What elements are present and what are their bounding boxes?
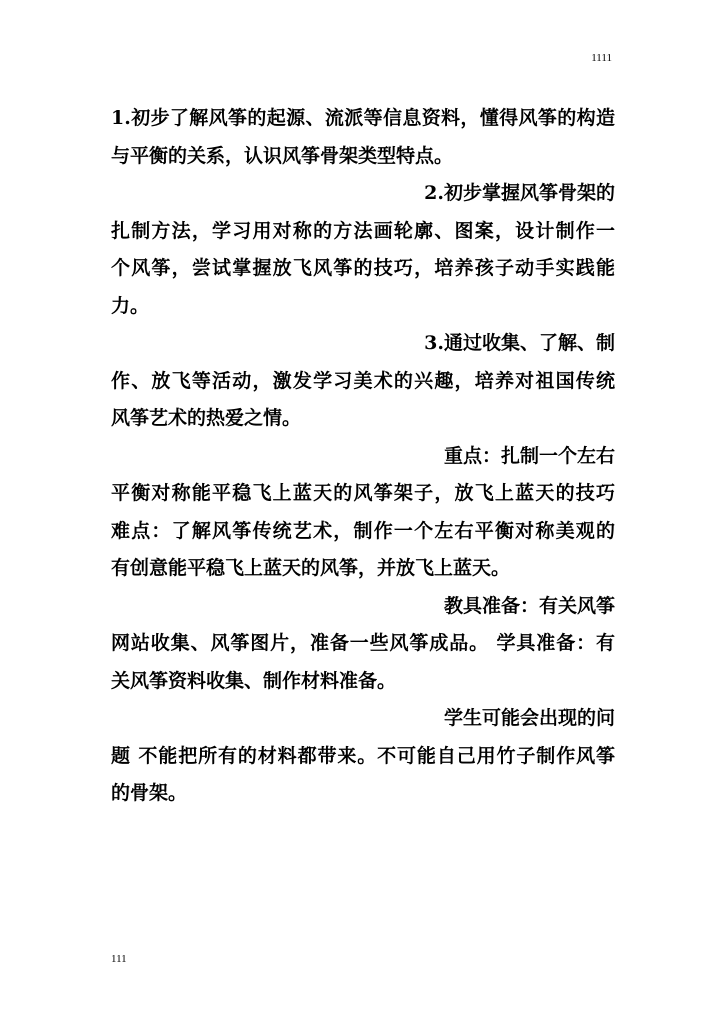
- text-line: 关风筝资料收集、制作材料准备。: [111, 669, 397, 692]
- text-line: 力。: [111, 294, 150, 317]
- text-line: 题 不能把所有的材料都带来。不可能自己用竹子制作风筝: [111, 744, 615, 767]
- text-line: 学生可能会出现的问: [443, 707, 615, 729]
- text-line: 与平衡的关系，认识风筝骨架类型特点。: [111, 144, 454, 167]
- text-line: 平衡对称能平稳飞上蓝天的风筝架子，放飞上蓝天的技巧: [111, 482, 615, 504]
- text-line: 扎制方法，学习用对称的方法画轮廓、图案，设计制作一: [111, 219, 615, 242]
- text-line: 重点：扎制一个左右: [443, 444, 615, 467]
- text-line: 有创意能平稳飞上蓝天的风筝，并放飞上蓝天。: [111, 557, 511, 579]
- text-line: 的骨架。: [111, 782, 188, 804]
- text-line: 1.初步了解风筝的起源、流派等信息资料，懂得风筝的构造: [111, 107, 615, 129]
- text-line: 个风筝，尝试掌握放飞风筝的技巧，培养孩子动手实践能: [111, 257, 615, 279]
- text-line: 网站收集、风筝图片，准备一些风筝成品。 学具准备：有: [111, 632, 615, 654]
- text-line: 作、放飞等活动，激发学习美术的兴趣，培养对祖国传统: [111, 369, 615, 392]
- text-line: 2.初步掌握风筝骨架的: [424, 182, 615, 204]
- text-line: 3.通过收集、了解、制: [424, 332, 615, 354]
- page-number-bottom: 111: [111, 953, 127, 965]
- text-line: 难点：了解风筝传统艺术，制作一个左右平衡对称美观的: [111, 519, 615, 542]
- text-line: 风筝艺术的热爱之情。: [111, 407, 302, 429]
- text-line: 教具准备：有关风筝: [443, 594, 615, 617]
- document-body: [111, 100, 615, 813]
- page-number-top: 1111: [591, 52, 612, 64]
